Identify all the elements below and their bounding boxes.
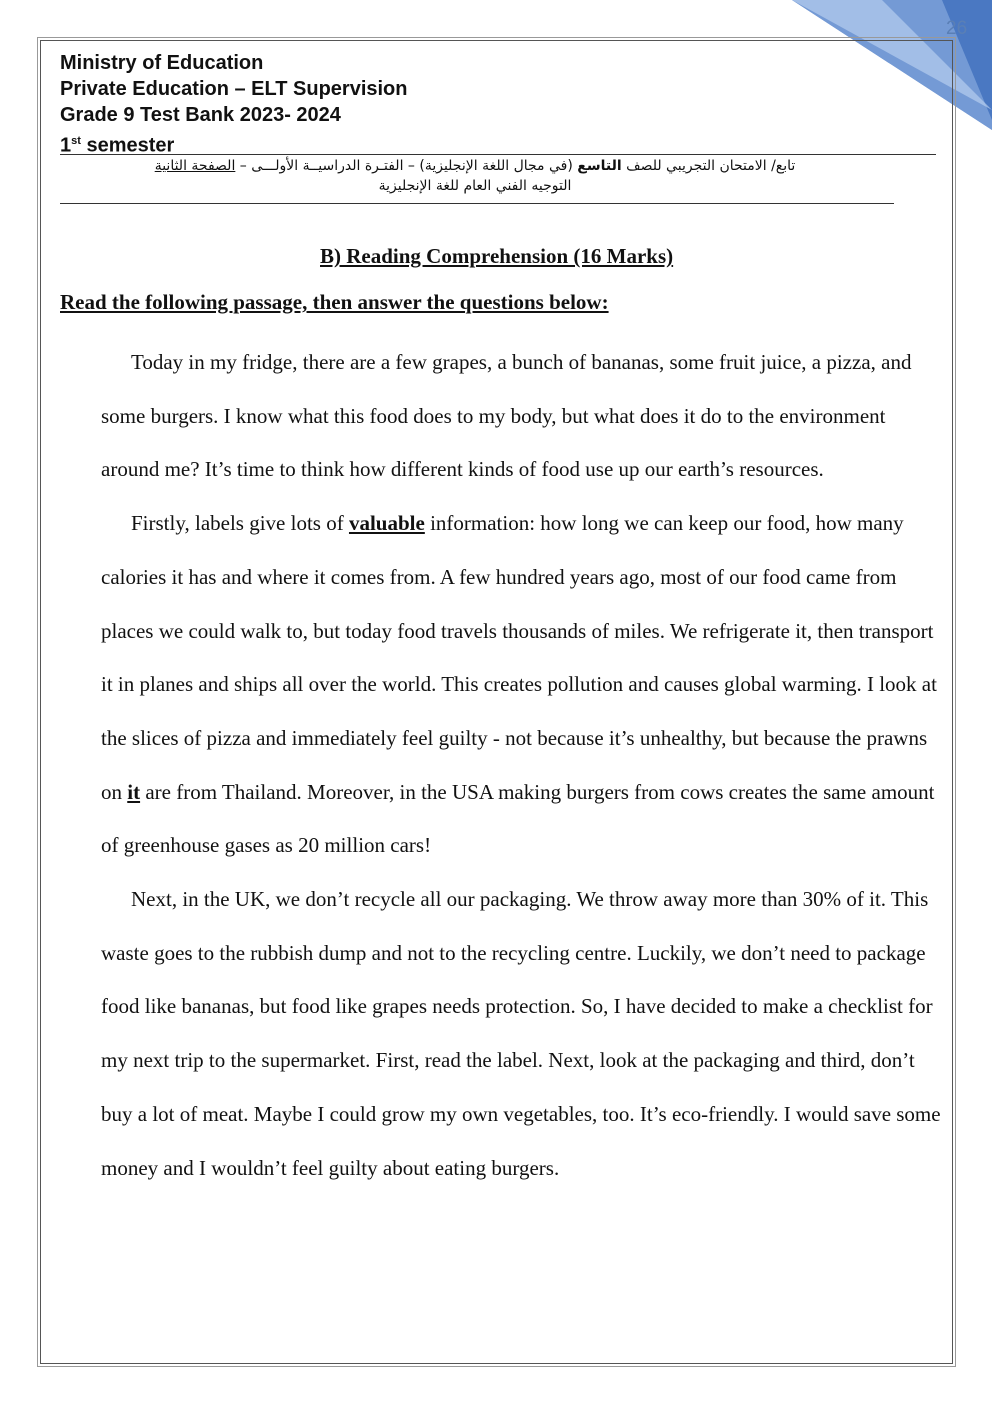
paragraph-1: Today in my fridge, there are a few grapes, a bunch of bananas, some fruit juice, a pizza, and some burgers. I know what this food does to my body, but what does it do to the environment around me? It’s time to think how different kinds of food use up our earth’s resources.: [101, 350, 912, 482]
arabic-divider: [60, 203, 894, 204]
ministry-line: Ministry of Education: [60, 52, 264, 74]
arabic-supervision-line: التوجيه الفني العام للغة الإنجليزية: [378, 178, 572, 194]
paragraph-2: Firstly, labels give lots of valuable information: how long we can keep our food, how many calories it has and where it comes from. A few hundred years ago, most of our food came from places we could walk to, but today food travels thousands of miles. We refrigerate it, then transport it in planes and ships all over the world. This creates pollution and causes global warming. I look at the slices of pizza and immediately feel guilty - not because it’s unhealthy, but because the prawns on it are from Thailand. Moreover, in the USA making burgers from cows creates the same amount of greenhouse gases as 20 million cars!: [101, 511, 937, 858]
header-block: [60, 50, 408, 159]
section-title: B) Reading Comprehension (16 Marks): [320, 244, 674, 268]
keyword-valuable: valuable: [348, 511, 425, 536]
reading-passage: [101, 336, 941, 1195]
page-number: 26: [946, 18, 968, 39]
semester-line: 1st semester: [60, 134, 175, 157]
instructions: Read the following passage, then answer the questions below:: [60, 290, 609, 314]
test-bank-line: Grade 9 Test Bank 2023- 2024: [60, 104, 341, 126]
department-line: Private Education – ELT Supervision: [60, 78, 408, 100]
paragraph-3: Next, in the UK, we don’t recycle all our packaging. We throw away more than 30% of it. This waste goes to the rubbish dump and not to the recycling centre. Luckily, we don’t need to package food like bananas, but food like grapes needs protection. So, I have decided to make a checklist for my next trip to the supermarket. First, read the label. Next, look at the packaging and third, don’t buy a lot of meat. Maybe I could grow my own vegetables, too. It’s eco-friendly. I would save some money and I wouldn’t feel guilty about eating burgers.: [101, 887, 941, 1180]
header-divider: [60, 154, 936, 155]
keyword-it: it: [127, 779, 141, 804]
arabic-exam-line: تابع/ الامتحان التجريبي للصف التاسع (في مجال اللغة الإنجليزية) – الفتـرة الدراسيــة الأولـــى – الصفحة الثانية: [154, 158, 796, 174]
